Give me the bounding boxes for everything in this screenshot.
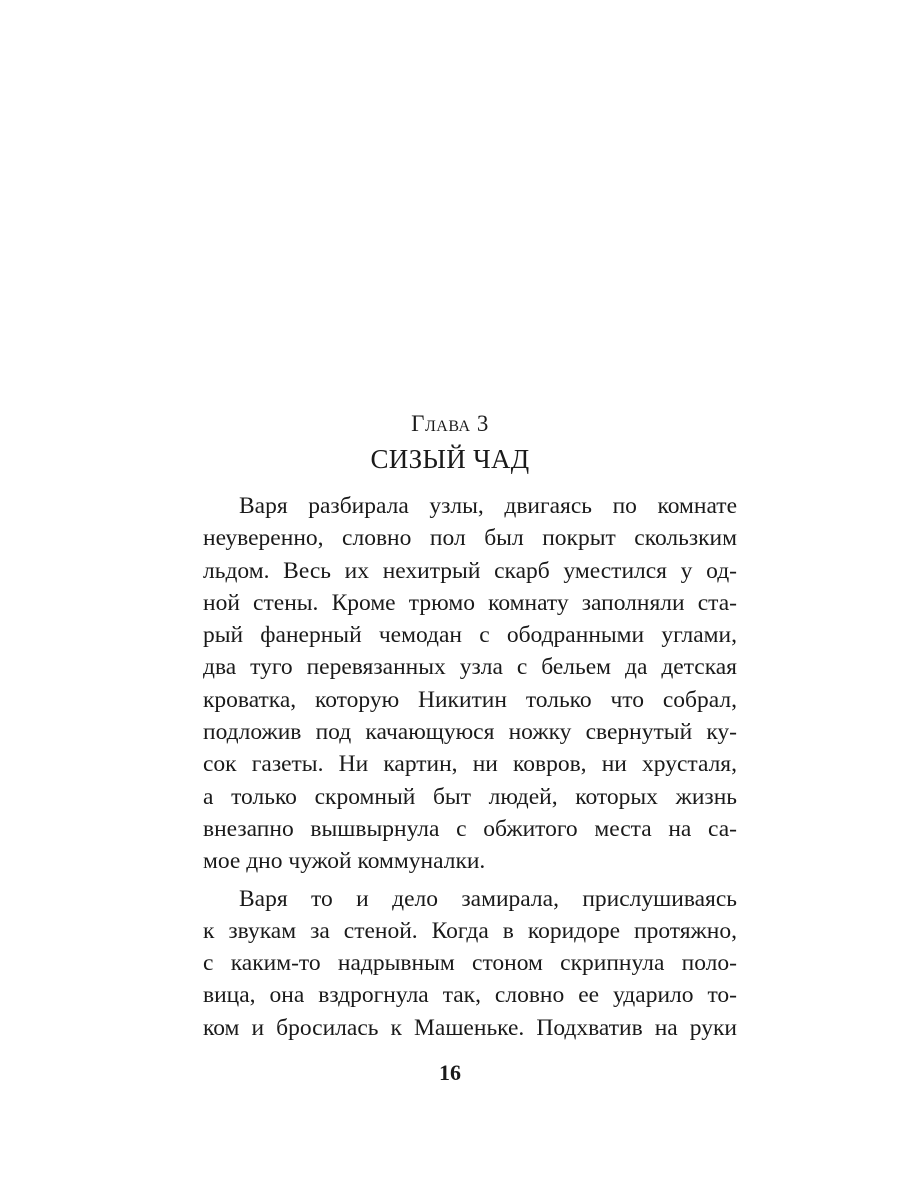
text-line: льдом. Весь их нехитрый скарб уместился у од- — [203, 557, 737, 584]
paragraph-2 — [203, 883, 737, 1044]
body-text — [203, 490, 737, 1044]
text-line: вица, она вздрогнула так, словно ее ударило то- — [203, 982, 737, 1009]
text-line: с каким-то надрывным стоном скрипнула поло- — [203, 950, 737, 977]
text-line: два туго перевязанных узла с бельем да детская — [203, 654, 737, 681]
text-line: к звукам за стеной. Когда в коридоре протяжно, — [203, 917, 737, 944]
paragraph-1 — [203, 490, 737, 878]
text-line: ком и бросилась к Машеньке. Подхватив на руки — [203, 1014, 737, 1041]
text-line: кроватка, которую Никитин только что собрал, — [203, 686, 737, 713]
text-line: рый фанерный чемодан с ободранными углами, — [203, 622, 737, 649]
chapter-label: Глава 3 — [411, 411, 489, 436]
text-line: сок газеты. Ни картин, ни ковров, ни хрусталя, — [203, 751, 737, 778]
chapter-heading — [0, 409, 900, 477]
page-number: 16 — [439, 1060, 461, 1085]
chapter-title: СИЗЫЙ ЧАД — [370, 444, 530, 474]
text-line: а только скромный быт людей, которых жизнь — [203, 783, 737, 810]
text-line: Варя то и дело замирала, прислушиваясь — [239, 885, 737, 912]
text-line: неуверенно, словно пол был покрыт скользким — [203, 525, 737, 552]
text-line: Варя разбирала узлы, двигаясь по комнате — [239, 493, 737, 519]
text-line: ной стены. Кроме трюмо комнату заполняли ста- — [203, 589, 737, 616]
text-line: мое дно чужой коммуналки. — [203, 848, 486, 875]
text-line: внезапно вышвырнула с обжитого места на са- — [203, 815, 737, 842]
text-line: подложив под качающуюся ножку свернутый ку- — [203, 719, 737, 746]
